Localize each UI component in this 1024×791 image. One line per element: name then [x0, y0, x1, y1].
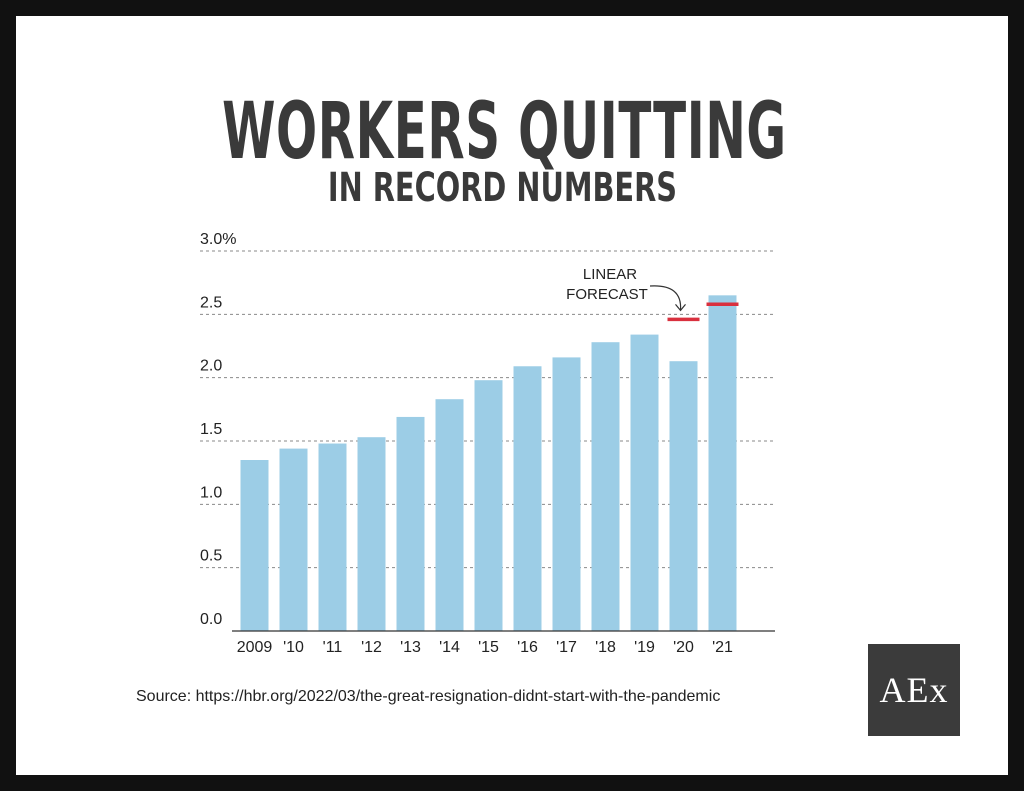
forecast-arrow	[650, 286, 681, 311]
x-tick-label: 2009	[236, 639, 273, 656]
x-tick-label: '13	[400, 639, 421, 656]
forecast-label-line2: FORECAST	[566, 286, 648, 303]
y-tick-label: 1.5	[200, 421, 223, 438]
bar	[397, 417, 425, 631]
x-tick-label: '19	[634, 639, 655, 656]
bar	[553, 357, 581, 631]
x-tick-label: '12	[361, 639, 382, 656]
x-tick-label: '18	[595, 639, 616, 656]
bar	[709, 295, 737, 631]
x-tick-label: '17	[556, 639, 577, 656]
bar	[475, 380, 503, 631]
bar	[514, 366, 542, 631]
bar	[592, 342, 620, 631]
bar	[436, 399, 464, 631]
y-tick-label: 0.0	[200, 611, 223, 628]
chart-subtitle: IN RECORD NUMBERS	[327, 165, 678, 211]
x-tick-label: '21	[712, 639, 733, 656]
bar	[280, 449, 308, 631]
y-tick-label: 1.0	[200, 484, 223, 502]
x-tick-label: '10	[283, 639, 304, 656]
x-tick-label: '20	[673, 639, 694, 656]
x-tick-label: '11	[322, 639, 343, 656]
source-note: Source: https://hbr.org/2022/03/the-great-resignation-didnt-start-with-the-pandemic	[136, 688, 721, 705]
x-tick-label: '15	[478, 639, 499, 656]
y-tick-label: 2.0	[200, 357, 223, 375]
y-tick-label: 3.0%	[200, 231, 237, 248]
bar	[241, 460, 269, 631]
bar	[631, 335, 659, 631]
logo-text: AEx	[879, 670, 949, 710]
y-tick-label: 2.5	[200, 294, 223, 312]
bar	[670, 361, 698, 631]
chart-title: WORKERS QUITTING	[222, 87, 787, 177]
bar	[319, 444, 347, 631]
y-tick-label: 0.5	[200, 547, 223, 565]
bar	[358, 437, 386, 631]
x-tick-label: '16	[517, 639, 538, 656]
x-tick-label: '14	[439, 639, 460, 656]
forecast-label-line1: LINEAR	[582, 266, 638, 283]
